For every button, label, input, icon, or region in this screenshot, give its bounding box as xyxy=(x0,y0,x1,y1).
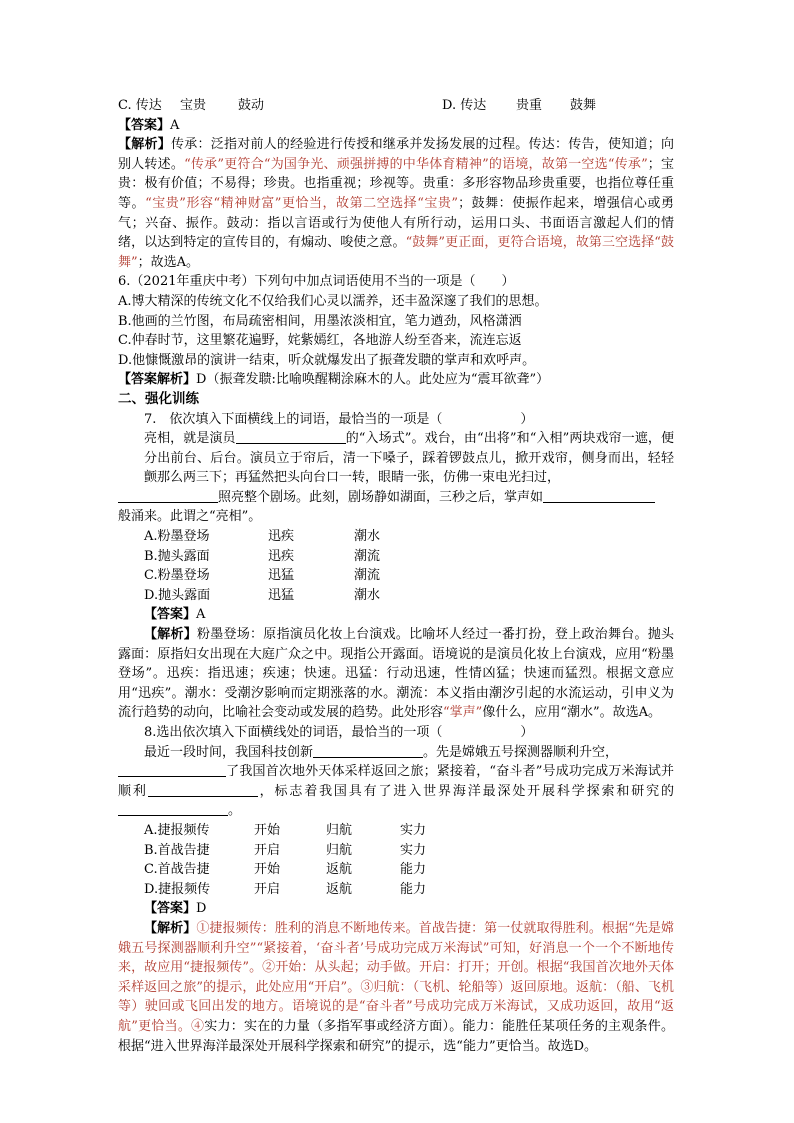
q5-options-row xyxy=(118,96,674,116)
opt-word: 返航 xyxy=(326,881,353,897)
q7-passage-cont xyxy=(118,488,674,508)
q6-option-c: C.仲春时节，这里繁花遍野，姹紫嫣红，各地游人纷至沓来，流连忘返 xyxy=(118,333,522,349)
q8-option-b xyxy=(118,841,674,861)
answer-value: A xyxy=(170,117,180,133)
opt-word: 实力 xyxy=(400,842,427,858)
q5-option-c-word1: C. 传达 xyxy=(118,98,162,113)
passage-seg: ，标志着我国具有了进入世界海洋最深处开展科学探索和研究的 xyxy=(257,783,674,799)
fill-blank xyxy=(118,801,228,816)
opt-word: A.捷报频传 xyxy=(144,822,210,838)
q7-option-b xyxy=(118,547,674,567)
answer-label: 【答案】 xyxy=(118,117,171,133)
q8-answer xyxy=(118,899,674,919)
analysis-seg: 实力：实在的力量（多指军事或经济方面）。能力：能胜任某项任务的主观条件。根据“进入世界海洋最深处开展科学探索和研究”的提示，选“能力”更恰当。故选D。 xyxy=(118,1018,674,1054)
q5-answer xyxy=(118,116,674,136)
q8-option-a xyxy=(118,821,674,841)
analysis-seg: ；鼓舞：使振作起来，增强信心或勇气；兴奋、振作。鼓动：指以言语或行为使他人有所行动，运用口头、书面语言激起人们的情绪，以达到特定的宣传目的，有煽动、唆使之意。 xyxy=(118,195,674,251)
opt-word: 开始 xyxy=(254,862,281,878)
q7-analysis xyxy=(118,625,674,723)
q7-option-c xyxy=(118,566,674,586)
q7-option-a xyxy=(118,527,674,547)
opt-word: 实力 xyxy=(400,822,427,838)
q7-passage xyxy=(118,429,674,488)
analysis-seg-highlight: ①捷报频传：胜利的消息不断地传来。首战告捷：第一仗就取得胜利。根据“先是嫦娥五号探测器顺利升空”“紧接着，‘奋斗者’号成功完成万米海试”可知，好消息一个一个不断地传来，故应用“捷报频传”。②开始：从头起；动手做。开启：打开；开创。根据“我国首次地外天体采样返回之旅”的提示，此处应用“开启”。③归航：（飞机、轮船等）返回原地。返航：（船、飞机等）驶回或飞回出发的地方。语境说的是“奋斗者”号成功完成万米海试，又成功返回，故用“返航”更恰当。④ xyxy=(118,920,674,1034)
analysis-label: 【解析】 xyxy=(118,137,171,153)
opt-word: A.粉墨登场 xyxy=(144,529,210,545)
passage-seg: 最近一段时间，我国科技创新 xyxy=(144,744,314,760)
q6-answer xyxy=(118,370,674,390)
q5-option-d-word1: D. 传达 xyxy=(442,98,487,113)
opt-word: 迅猛 xyxy=(268,568,295,584)
q5-option-d-word2: 贵重 xyxy=(516,98,543,113)
q6-option-d: D.他慷慨激昂的演讲一结束，听众就爆发出了振聋发聩的掌声和欢呼声。 xyxy=(118,352,536,368)
fill-blank xyxy=(148,782,258,797)
opt-word: 开启 xyxy=(254,842,281,858)
q8-passage xyxy=(118,743,674,821)
analysis-seg: ；宝贵：极有价值；不易得；珍贵。也指重视；珍视等。贵重：多形容物品珍贵重要，也指位尊任重等。 xyxy=(118,156,674,211)
analysis-seg-highlight: “宝贵”形容“精神财富”更恰当，故第二空选择“宝贵” xyxy=(145,195,459,211)
analysis-label: 【解析】 xyxy=(144,920,197,936)
analysis-seg: 传承：泛指对前人的经验进行传授和继承并发扬发展的过程。传达：传告，使知道；向别人转述。 xyxy=(118,137,674,172)
analysis-seg: ；故选A。 xyxy=(137,254,200,270)
passage-seg: 照亮整个剧场。此刻，剧场静如湖面，三秒之后，掌声如 xyxy=(218,489,544,505)
opt-word: 潮流 xyxy=(354,548,381,564)
opt-word: 迅疾 xyxy=(268,548,295,564)
passage-seg: 了我国首次地外天体采样返回之旅；紧接着，“奋斗者”号成功完成万米海试并顺利 xyxy=(118,764,674,799)
q8-analysis xyxy=(118,919,674,1056)
q8-stem: 8.选出依次填入下面横线处的词语，最恰当的一项（ ） xyxy=(144,725,534,740)
q7-answer xyxy=(118,605,674,625)
opt-word: 迅疾 xyxy=(268,529,295,545)
opt-word: 归航 xyxy=(326,822,353,838)
answer-value: D（振聋发聩:比喻唤醒糊涂麻木的人。此处应为“震耳欲聋”） xyxy=(196,372,550,388)
opt-word: D.抛头露面 xyxy=(144,587,211,603)
opt-word: 能力 xyxy=(400,862,427,878)
q5-option-c-word2: 宝贵 xyxy=(180,98,207,113)
analysis-label: 【解析】 xyxy=(144,627,198,643)
passage-seg: 。 xyxy=(228,803,242,819)
analysis-seg-highlight: “鼓舞”更正面，更符合语境，故第三空选择“鼓舞” xyxy=(118,235,674,270)
answer-value: D xyxy=(196,901,207,917)
q6-option-b: B.他画的兰竹图，布局疏密相间，用墨浓淡相宜，笔力遒劲，风格潇洒 xyxy=(118,313,522,329)
answer-label: 【答案】 xyxy=(144,901,197,917)
q6-stem: 6.（2021年重庆中考）下列句中加点词语使用不当的一项是（ ） xyxy=(118,274,515,290)
q5-option-d xyxy=(442,96,636,116)
q7-stem: 7. 依次填入下面横线上的词语，最恰当的一项是（ ） xyxy=(144,411,534,427)
opt-word: B.首战告捷 xyxy=(144,842,210,858)
q8-option-d xyxy=(118,880,674,900)
analysis-seg-highlight: “掌声” xyxy=(443,705,483,721)
section-heading: 二、强化训练 xyxy=(118,390,199,407)
fill-blank xyxy=(118,762,226,777)
q6-option-a: A.博大精深的传统文化不仅给我们心灵以濡养，还丰盈深邃了我们的思想。 xyxy=(118,293,548,309)
opt-word: C.首战告捷 xyxy=(144,862,210,878)
opt-word: B.抛头露面 xyxy=(144,548,210,564)
q7-passage-end: 般涌来。此谓之“亮相”。 xyxy=(118,509,262,525)
q5-option-c xyxy=(118,96,442,116)
q5-option-d-word3: 鼓舞 xyxy=(570,98,597,113)
answer-value: A xyxy=(196,607,206,623)
passage-seg: 的“入场式”。戏台，由“出将”和“入相”两块戏帘一遮，便分出前台、后台。演员立于帘后，清一下嗓子，踩着锣鼓点儿，掀开戏帘，侧身而出，轻轻颤那么两三下；再猛然把头向台口一转，眼睛一张，仿佛一束电光扫过， xyxy=(144,431,674,486)
q7-option-d xyxy=(118,586,674,606)
opt-word: 开始 xyxy=(254,822,281,838)
opt-word: C.粉墨登场 xyxy=(144,568,210,584)
analysis-seg-highlight: “传承”更符合“为国争光、顽强拼搏的中华体育精神”的语境，故第一空选“传承” xyxy=(184,156,648,172)
fill-blank xyxy=(543,488,655,503)
analysis-seg: 像什么，应用“潮水”。故选A。 xyxy=(482,705,661,721)
opt-word: 开启 xyxy=(254,881,281,897)
opt-word: 潮水 xyxy=(354,587,381,603)
document-page xyxy=(118,96,674,1056)
opt-word: 归航 xyxy=(326,842,353,858)
opt-word: 迅猛 xyxy=(268,587,295,603)
fill-blank xyxy=(313,743,423,758)
q8-option-c xyxy=(118,860,674,880)
opt-word: 返航 xyxy=(326,862,353,878)
q5-analysis xyxy=(118,135,674,272)
analysis-seg: 粉墨登场：原指演员化妆上台演戏。比喻坏人经过一番打扮，登上政治舞台。抛头露面：原指妇女出现在大庭广众之中。现指公开露面。语境说的是演员化妆上台演戏，应用“粉墨登场”。迅疾：指迅速；疾速；快速。迅猛：行动迅速，性情凶猛；快速而猛烈。根据文意应用“迅疾”。潮水：受潮汐影响而定期涨落的水。潮流：本义指由潮汐引起的水流运动，引申义为流行趋势的动向，比喻社会变动或发展的趋势。此处形容 xyxy=(118,627,674,721)
passage-seg: 亮相，就是演员 xyxy=(144,431,236,447)
opt-word: D.捷报频传 xyxy=(144,881,211,897)
answer-label: 【答案解析】 xyxy=(118,372,197,388)
answer-label: 【答案】 xyxy=(144,607,197,623)
opt-word: 潮水 xyxy=(354,529,381,545)
passage-seg: 。先是嫦娥五号探测器顺利升空， xyxy=(423,744,619,760)
q5-option-c-word3: 鼓动 xyxy=(238,98,265,113)
opt-word: 能力 xyxy=(400,881,427,897)
fill-blank xyxy=(118,488,218,503)
opt-word: 潮流 xyxy=(354,568,381,584)
fill-blank xyxy=(236,429,346,444)
